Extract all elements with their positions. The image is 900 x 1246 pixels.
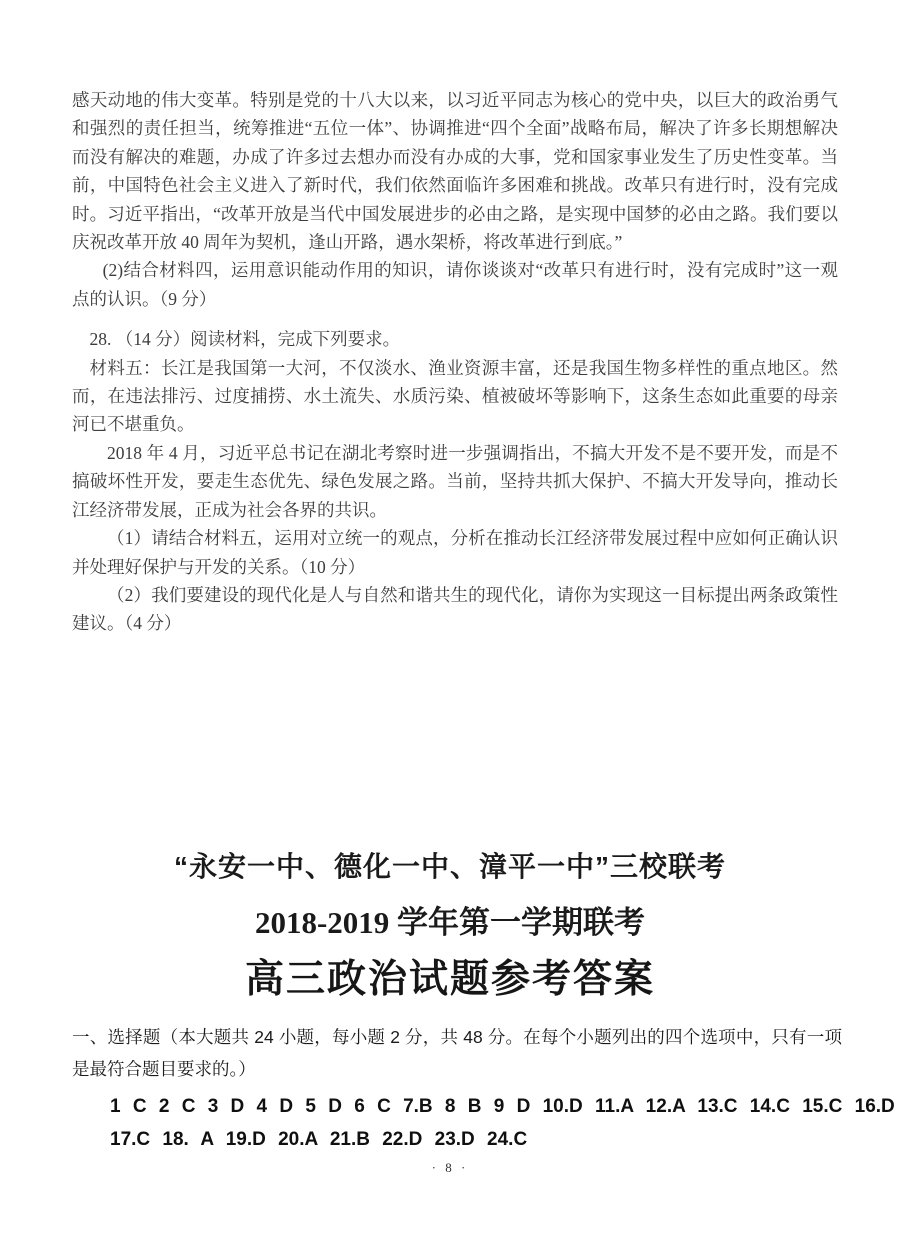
exam-title-answer-key: 高三政治试题参考答案 bbox=[244, 958, 655, 1001]
question-27-part2: (2)结合材料四，运用意识能动作用的知识，请你谈谈对“改革只有进行时，没有完成时”这一观点的认识。（9 分） bbox=[72, 260, 838, 309]
continuation-paragraph: 感天动地的伟大变革。特别是党的十八大以来，以习近平同志为核心的党中央，以巨大的政治勇气和强烈的责任担当，统筹推进“五位一体”、协调推进“四个全面”战略布局，解决了许多长期想解决而没有解决的难题，办成了许多过去想办而没有办成的大事，党和国家事业发生了历史性变革。当前，中国特色社会主义进入了新时代，我们依然面临许多困难和挑战。改革只有进行时，没有完成时。习近平指出，“改革开放是当代中国发展进步的必由之路，是实现中国梦的必由之路。我们要以庆祝改革开放 40 周年为契机，逢山开路，遇水架桥，将改革进行到底。” bbox=[72, 90, 838, 253]
question-28-sub1: （1）请结合材料五，运用对立统一的观点，分析在推动长江经济带发展过程中应如何正确认识并处理好保护与开发的关系。（10 分） bbox=[72, 528, 838, 577]
question-28-heading: 28. （14 分）阅读材料，完成下列要求。 bbox=[89, 329, 401, 350]
question-28-material5-paragraph1: 材料五：长江是我国第一大河，不仅淡水、渔业资源丰富，还是我国生物多样性的重点地区。然而，在违法排污、过度捕捞、水土流失、水质污染、植被破坏等影响下，这条生态如此重要的母亲河已不堪重负。 bbox=[72, 357, 838, 435]
question-28-sub2: （2）我们要建设的现代化是人与自然和谐共生的现代化，请你为实现这一目标提出两条政策性建议。（4 分） bbox=[72, 584, 838, 634]
question-28-material5-paragraph2: 2018 年 4 月，习近平总书记在湖北考察时进一步强调指出，不搞大开发不是不要开发，而是不搞破坏性开发，要走生态优先、绿色发展之路。当前，坚持共抓大保护、不搞大开发导向，推动长江经济带发展，正成为社会各界的共识。 bbox=[72, 442, 838, 520]
question-body-text bbox=[72, 86, 838, 638]
exam-title-schools: “永安一中、德化一中、漳平一中”三校联考 bbox=[173, 851, 726, 882]
multiple-choice-heading: 一、选择题（本大题共 24 小题，每小题 2 分，共 48 分。在每个小题列出的四个选项中，只有一项是最符合题目要求的。） bbox=[72, 1027, 842, 1079]
multiple-choice-section bbox=[72, 1022, 895, 1156]
mcq-answer-key bbox=[72, 1090, 895, 1156]
mcq-answers-row-1: 1 C 2 C 3 D 4 D 5 D 6 C 7.B 8 B 9 D 10.D 11.A 12.A 13.C 14.C 15.C 16.D bbox=[110, 1096, 895, 1117]
page-number-footer: · 8 · bbox=[431, 1160, 469, 1175]
mcq-answers-row-2: 17.C 18. A 19.D 20.A 21.B 22.D 23.D 24.C bbox=[110, 1129, 528, 1150]
exam-title-term: 2018-2019 学年第一学期联考 bbox=[254, 905, 646, 940]
